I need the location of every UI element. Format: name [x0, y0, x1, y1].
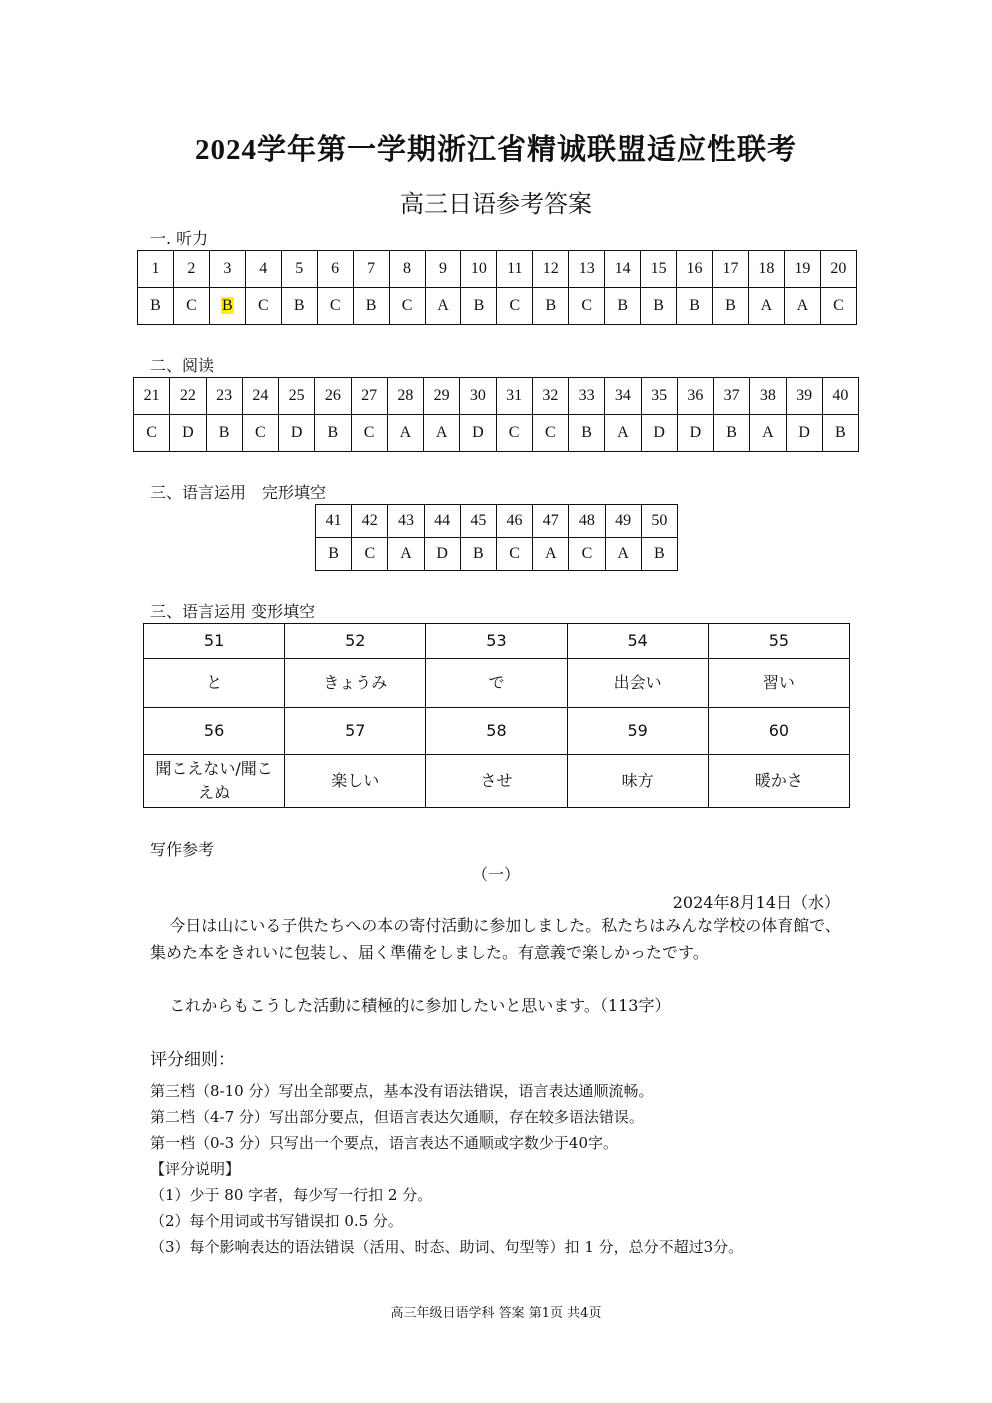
- title-text: 学年第一学期浙江省精诚联盟适应性联考: [256, 132, 797, 166]
- conj-number-cell: 55: [708, 624, 849, 659]
- listening-answer-cell: B: [713, 288, 749, 325]
- listening-number-cell: 10: [461, 251, 497, 288]
- cloze-number-cell: 48: [569, 505, 605, 538]
- listening-number-cell: 19: [784, 251, 820, 288]
- listening-number-row: [138, 251, 857, 288]
- page-footer: 高三年级日语学科 答案 第1页 共4页: [390, 1306, 602, 1321]
- listening-answer-cell: C: [497, 288, 533, 325]
- cloze-label: 三、语言运用 完形填空: [150, 483, 327, 502]
- reading-answer-cell: D: [170, 415, 206, 452]
- conj-answer-cell: 出会い: [567, 659, 708, 708]
- reading-number-cell: 27: [351, 378, 387, 415]
- scoring-note-1: （1）少于 80 字者，每少写一行扣 2 分。: [150, 1186, 433, 1204]
- cloze-answer-cell: B: [641, 538, 677, 571]
- listening-answer-table: [137, 250, 857, 325]
- listening-answer-cell: [209, 288, 245, 325]
- reading-answer-cell: C: [134, 415, 170, 452]
- conj-answer-cell: 習い: [708, 659, 849, 708]
- cloze-number-cell: 46: [496, 505, 532, 538]
- reading-answer-cell: D: [279, 415, 315, 452]
- conjugation-answer-row-2: [144, 755, 850, 808]
- cloze-answer-cell: A: [605, 538, 641, 571]
- conj-number-cell: 57: [285, 708, 426, 755]
- cloze-answer-cell: B: [460, 538, 496, 571]
- reading-number-cell: 26: [315, 378, 351, 415]
- cloze-answer-cell: C: [569, 538, 605, 571]
- reading-number-cell: 32: [532, 378, 568, 415]
- reading-answer-cell: A: [750, 415, 786, 452]
- reading-number-cell: 24: [242, 378, 278, 415]
- scoring-note-2: （2）每个用词或书写错误扣 0.5 分。: [150, 1212, 403, 1230]
- listening-number-cell: 13: [569, 251, 605, 288]
- reading-answer-cell: B: [569, 415, 605, 452]
- cloze-number-cell: 47: [533, 505, 569, 538]
- conjugation-number-row-1: [144, 624, 850, 659]
- writing-label: 写作参考: [150, 840, 215, 859]
- cloze-answer-cell: C: [352, 538, 388, 571]
- listening-answer-cell: B: [353, 288, 389, 325]
- reading-number-cell: 37: [714, 378, 750, 415]
- listening-number-cell: 15: [641, 251, 677, 288]
- conj-answer-cell: 楽しい: [285, 755, 426, 808]
- highlighted-answer: B: [222, 297, 233, 314]
- cloze-answer-table: [315, 504, 678, 571]
- reading-answer-cell: C: [242, 415, 278, 452]
- cloze-number-cell: 43: [388, 505, 424, 538]
- conj-answer-cell: と: [144, 659, 285, 708]
- scoring-tier-3: 第三档（8-10 分）写出全部要点，基本没有语法错误，语言表达通顺流畅。: [150, 1082, 654, 1100]
- listening-answer-cell: B: [641, 288, 677, 325]
- reading-number-cell: 29: [424, 378, 460, 415]
- reading-number-cell: 33: [569, 378, 605, 415]
- conj-answer-cell: きょうみ: [285, 659, 426, 708]
- reading-answer-cell: C: [532, 415, 568, 452]
- reading-number-cell: 39: [786, 378, 822, 415]
- cloze-number-cell: 49: [605, 505, 641, 538]
- conj-answer-cell: 聞こえない/聞こえぬ: [144, 755, 285, 808]
- conj-number-cell: 58: [426, 708, 567, 755]
- reading-answer-cell: C: [351, 415, 387, 452]
- reading-answer-cell: D: [786, 415, 822, 452]
- reading-number-cell: 25: [279, 378, 315, 415]
- listening-answer-cell: B: [605, 288, 641, 325]
- conj-number-cell: 51: [144, 624, 285, 659]
- listening-number-cell: 6: [317, 251, 353, 288]
- reading-answer-cell: A: [387, 415, 423, 452]
- document-title: [0, 127, 992, 168]
- conjugation-label: 三、语言运用 变形填空: [150, 602, 316, 621]
- listening-number-cell: 18: [748, 251, 784, 288]
- reading-answer-cell: B: [822, 415, 858, 452]
- listening-answer-cell: A: [784, 288, 820, 325]
- listening-number-cell: 8: [389, 251, 425, 288]
- cloze-answer-cell: C: [496, 538, 532, 571]
- listening-answer-cell: A: [425, 288, 461, 325]
- scoring-note-3: （3）每个影响表达的语法错误（活用、时态、助词、句型等）扣 1 分，总分不超过3分。: [150, 1238, 744, 1256]
- reading-answer-cell: A: [605, 415, 641, 452]
- reading-number-cell: 34: [605, 378, 641, 415]
- conjugation-number-row-2: [144, 708, 850, 755]
- listening-answer-cell: B: [138, 288, 174, 325]
- reading-answer-row: [134, 415, 859, 452]
- listening-label: 一. 听力: [150, 229, 209, 248]
- reading-label: 二、阅读: [150, 356, 215, 375]
- reading-number-cell: 23: [206, 378, 242, 415]
- listening-answer-cell: A: [748, 288, 784, 325]
- reading-answer-cell: C: [496, 415, 532, 452]
- listening-answer-cell: B: [533, 288, 569, 325]
- reading-number-cell: 21: [134, 378, 170, 415]
- cloze-answer-cell: A: [388, 538, 424, 571]
- reading-answer-cell: B: [315, 415, 351, 452]
- listening-number-cell: 4: [245, 251, 281, 288]
- conj-answer-cell: で: [426, 659, 567, 708]
- reading-answer-cell: B: [206, 415, 242, 452]
- listening-number-cell: 5: [281, 251, 317, 288]
- scoring-heading: 评分细则：: [150, 1050, 235, 1070]
- cloze-number-row: [316, 505, 678, 538]
- document-subtitle: 高三日语参考答案: [400, 190, 592, 218]
- conj-number-cell: 52: [285, 624, 426, 659]
- listening-number-cell: 3: [209, 251, 245, 288]
- reading-number-cell: 40: [822, 378, 858, 415]
- reading-answer-cell: B: [714, 415, 750, 452]
- listening-answer-cell: C: [389, 288, 425, 325]
- reading-number-cell: 22: [170, 378, 206, 415]
- reading-number-row: [134, 378, 859, 415]
- listening-answer-cell: B: [677, 288, 713, 325]
- reading-answer-table: [133, 377, 859, 452]
- listening-number-cell: 11: [497, 251, 533, 288]
- conjugation-answer-row-1: [144, 659, 850, 708]
- cloze-answer-cell: A: [533, 538, 569, 571]
- cloze-number-cell: 41: [316, 505, 352, 538]
- conj-number-cell: 56: [144, 708, 285, 755]
- reading-answer-cell: D: [677, 415, 713, 452]
- reading-number-cell: 36: [677, 378, 713, 415]
- reading-answer-cell: A: [424, 415, 460, 452]
- reading-number-cell: 35: [641, 378, 677, 415]
- listening-answer-cell: C: [245, 288, 281, 325]
- cloze-number-cell: 44: [424, 505, 460, 538]
- reading-number-cell: 38: [750, 378, 786, 415]
- listening-number-cell: 16: [677, 251, 713, 288]
- listening-answer-cell: C: [569, 288, 605, 325]
- conj-number-cell: 54: [567, 624, 708, 659]
- scoring-tier-2: 第二档（4-7 分）写出部分要点，但语言表达欠通顺，存在较多语法错误。: [150, 1108, 644, 1126]
- reading-answer-cell: D: [460, 415, 496, 452]
- cloze-number-cell: 42: [352, 505, 388, 538]
- cloze-number-cell: 45: [460, 505, 496, 538]
- listening-answer-cell: C: [173, 288, 209, 325]
- listening-number-cell: 1: [138, 251, 174, 288]
- cloze-answer-cell: B: [316, 538, 352, 571]
- listening-number-cell: 9: [425, 251, 461, 288]
- essay-paragraph-1: 今日は山にいる子供たちへの本の寄付活動に参加しました。私たちはみんな学校の体育館で、集めた本をきれいに包装し、届く準備をしました。有意義で楽しかったです。: [150, 916, 841, 962]
- reading-number-cell: 28: [387, 378, 423, 415]
- writing-date: 2024年8月14日（水）: [672, 893, 840, 912]
- reading-number-cell: 31: [496, 378, 532, 415]
- listening-answer-cell: C: [317, 288, 353, 325]
- listening-answer-cell: B: [281, 288, 317, 325]
- cloze-answer-row: [316, 538, 678, 571]
- conj-number-cell: 60: [708, 708, 849, 755]
- scoring-notes-heading: 【评分说明】: [150, 1160, 241, 1178]
- listening-number-cell: 7: [353, 251, 389, 288]
- conjugation-answer-table: [143, 623, 850, 808]
- cloze-answer-cell: D: [424, 538, 460, 571]
- listening-number-cell: 14: [605, 251, 641, 288]
- listening-number-cell: 17: [713, 251, 749, 288]
- listening-number-cell: 20: [820, 251, 856, 288]
- title-year: 2024: [194, 134, 257, 166]
- conj-number-cell: 53: [426, 624, 567, 659]
- reading-answer-cell: D: [641, 415, 677, 452]
- listening-number-cell: 2: [173, 251, 209, 288]
- scoring-tier-1: 第一档（0-3 分）只写出一个要点，语言表达不通顺或字数少于40字。: [150, 1134, 619, 1152]
- reading-number-cell: 30: [460, 378, 496, 415]
- conj-answer-cell: 暖かさ: [708, 755, 849, 808]
- essay-paragraph-2: これからもこうした活動に積極的に参加したいと思います。（113字）: [169, 996, 671, 1015]
- conj-answer-cell: させ: [426, 755, 567, 808]
- conj-answer-cell: 味方: [567, 755, 708, 808]
- listening-answer-cell: C: [820, 288, 856, 325]
- writing-number: （一）: [471, 865, 520, 884]
- listening-answer-row: [138, 288, 857, 325]
- conj-number-cell: 59: [567, 708, 708, 755]
- listening-number-cell: 12: [533, 251, 569, 288]
- listening-answer-cell: B: [461, 288, 497, 325]
- cloze-number-cell: 50: [641, 505, 677, 538]
